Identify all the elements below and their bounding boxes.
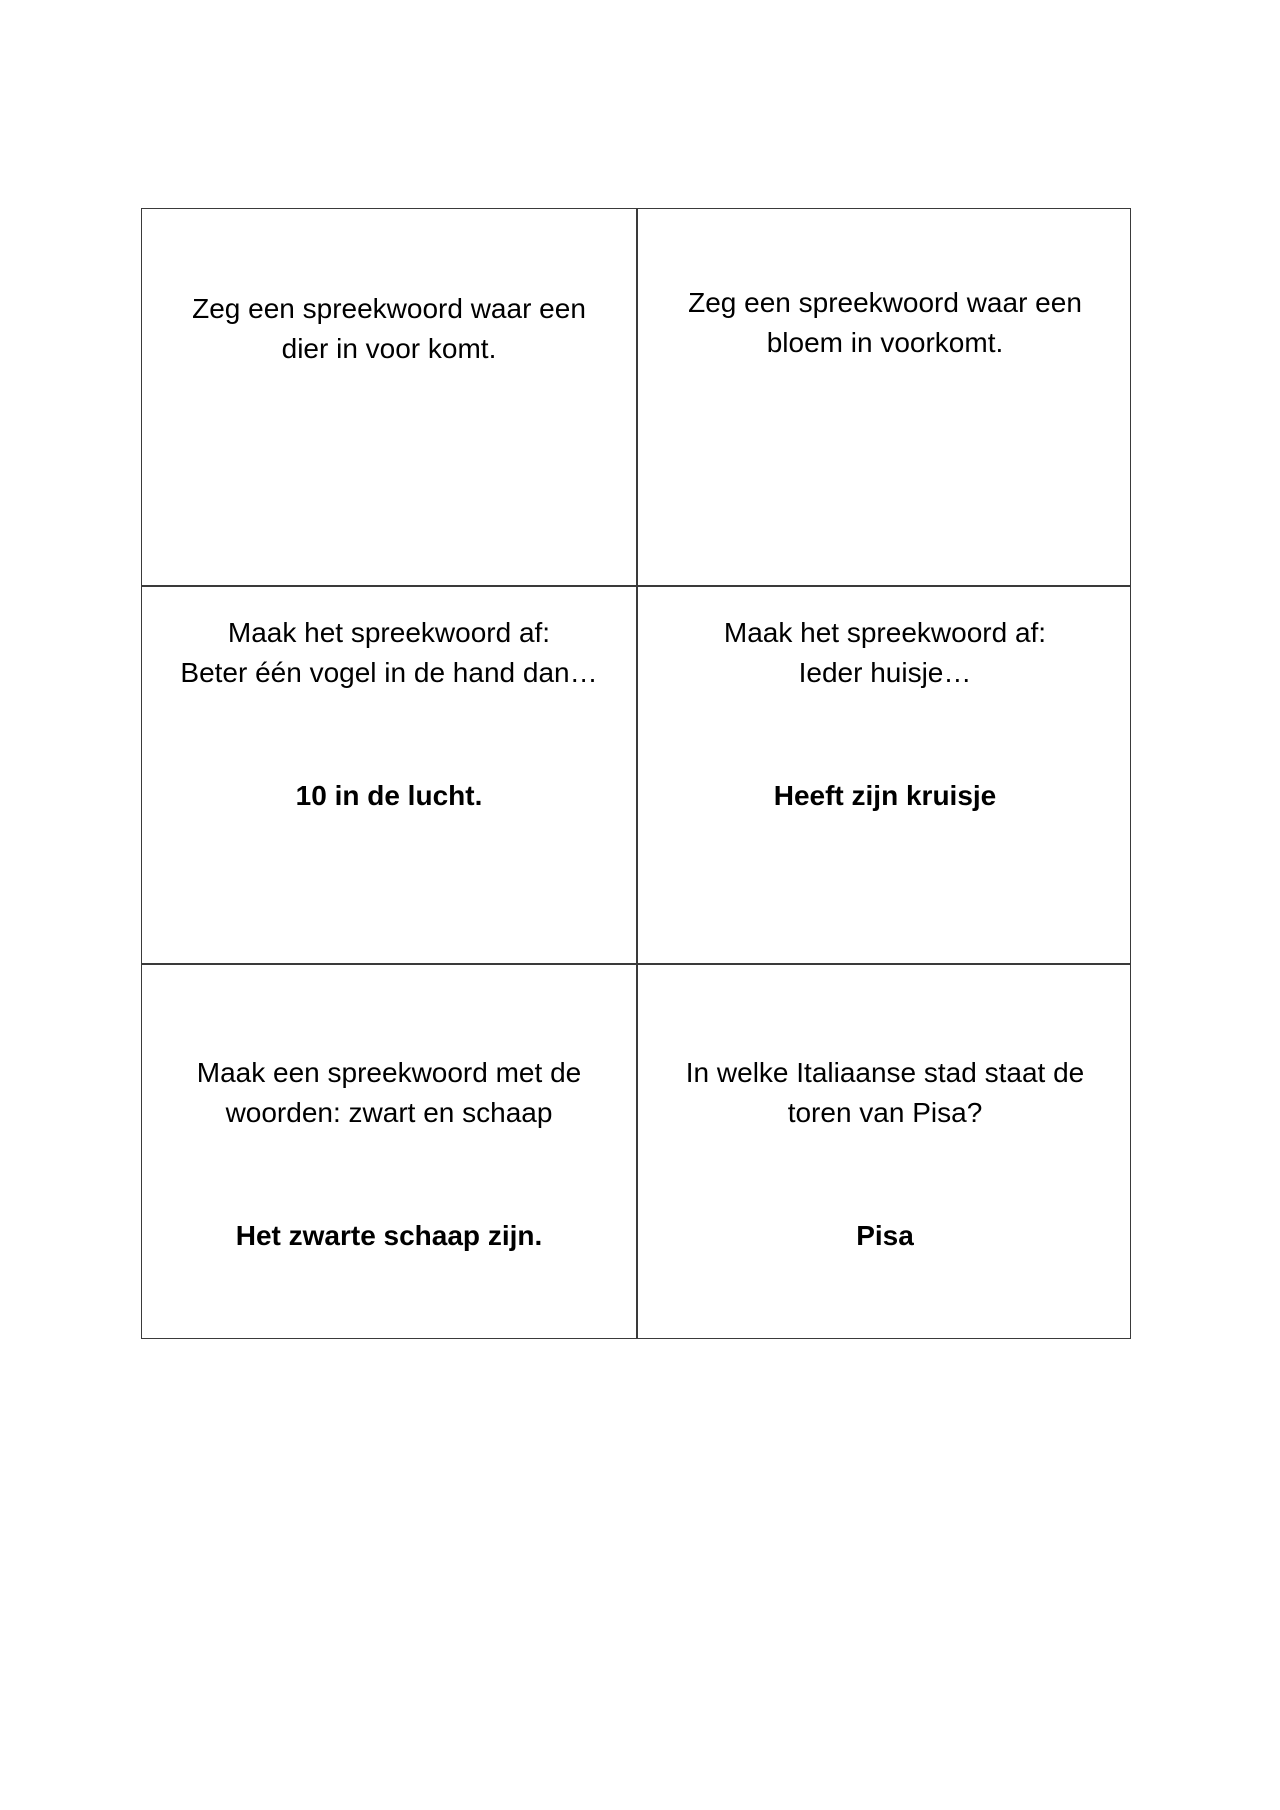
card-answer: 10 in de lucht. <box>295 780 483 811</box>
card-answer: Het zwarte schaap zijn. <box>235 1220 543 1251</box>
card-question-line-2: Beter één vogel in de hand dan… <box>180 657 598 688</box>
card-animal-proverb <box>142 209 636 585</box>
card-question-line-2: toren van Pisa? <box>787 1097 983 1128</box>
card-question-line-1: Maak een spreekwoord met de <box>196 1057 582 1088</box>
card-house-proverb <box>638 587 1132 963</box>
card-question-line-2: dier in voor komt. <box>281 333 497 364</box>
card-question-line-2: bloem in voorkomt. <box>766 327 1004 358</box>
card-answer: Heeft zijn kruisje <box>773 780 997 811</box>
flashcard-grid <box>141 208 1131 1339</box>
card-question-line-1: Zeg een spreekwoord waar een <box>192 293 586 324</box>
card-bird-proverb <box>142 587 636 963</box>
card-question-line-1: Zeg een spreekwoord waar een <box>688 287 1082 318</box>
card-question-line-2: Ieder huisje… <box>798 657 972 688</box>
card-question-line-1: In welke Italiaanse stad staat de <box>685 1057 1085 1088</box>
card-pisa-question <box>638 965 1132 1338</box>
card-question-line-2: woorden: zwart en schaap <box>225 1097 553 1128</box>
card-sheep-proverb <box>142 965 636 1338</box>
card-flower-proverb <box>638 209 1132 585</box>
card-question-line-1: Maak het spreekwoord af: <box>227 617 551 648</box>
card-answer: Pisa <box>856 1220 914 1251</box>
card-question-line-1: Maak het spreekwoord af: <box>723 617 1047 648</box>
